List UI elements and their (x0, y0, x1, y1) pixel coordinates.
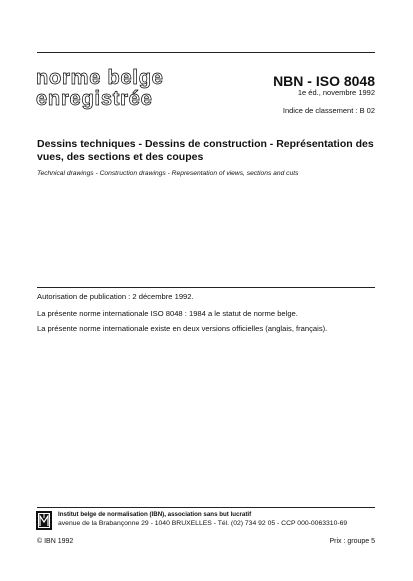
status-note: La présente norme internationale ISO 8048 : 1984 a le statut de norme belge. (37, 309, 298, 318)
bottom-rule (37, 507, 375, 508)
document-title-en: Technical drawings - Construction drawings - Representation of views, sections and cuts (37, 170, 299, 177)
standard-number: NBN - ISO 8048 (273, 73, 375, 89)
versions-note: La présente norme internationale existe en deux versions officielles (anglais, français). (37, 324, 328, 333)
institute-address: avenue de la Brabançonne 29 - 1040 BRUXELLES - Tél. (02) 734 92 05 - CCP 000-0063310-69 (58, 520, 348, 527)
top-rule (37, 52, 375, 53)
norme-belge-heading: norme belge (36, 67, 164, 89)
document-title-fr: Dessins techniques - Dessins de construction - Représentation des vues, des sections et des coupes (37, 138, 374, 163)
middle-rule (37, 287, 375, 288)
price-group: Prix : groupe 5 (329, 538, 375, 545)
ibn-logo (36, 511, 52, 530)
edition-date: 1e éd., novembre 1992 (297, 88, 375, 97)
classification-index: Indice de classement : B 02 (282, 106, 375, 115)
enregistree-heading: enregistrée (36, 88, 153, 110)
institute-name: Institut belge de normalisation (IBN), association sans but lucratif (58, 511, 252, 518)
publication-authorization: Autorisation de publication : 2 décembre 1992. (37, 292, 194, 301)
copyright: © IBN 1992 (37, 538, 74, 545)
